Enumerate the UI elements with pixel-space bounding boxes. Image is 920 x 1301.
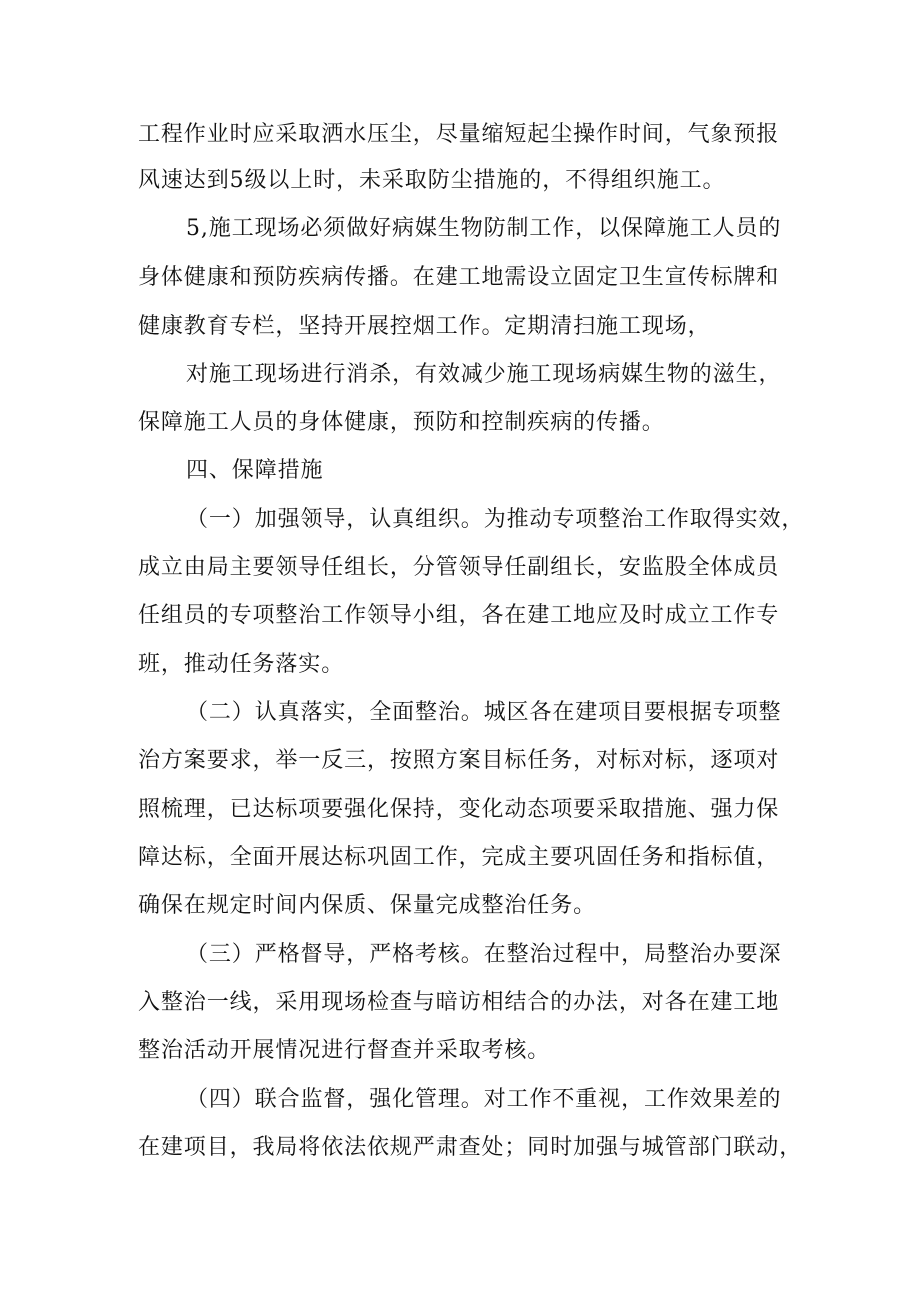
text-line: （四）联合监督，强化管理。对工作不重视，工作效果差的 <box>186 1087 782 1112</box>
text-line: （一）加强领导，认真组织。为推动专项整治工作取得实效， <box>186 507 805 532</box>
text-line: 5,施工现场必须做好病媒生物防制工作，以保障施工人员的 <box>186 216 782 241</box>
text-line: 成立由局主要领导任组长，分管领导任副组长，安监股全体成员 <box>138 555 780 580</box>
text-line: 班，推动任务落实。 <box>138 652 345 677</box>
text-line: 对施工现场进行消杀，有效减少施工现场病媒生物的滋生， <box>186 362 782 387</box>
text-line: 治方案要求，举一反三，按照方案目标任务，对标对标，逐项对 <box>138 748 780 773</box>
section-heading: 四、保障措施 <box>186 458 324 483</box>
text-line: 在建项目，我局将依法依规严肃查处；同时加强与城管部门联动， <box>138 1135 803 1160</box>
text-line: 照梳理，已达标项要强化保持，变化动态项要采取措施、强力保 <box>138 797 780 822</box>
text-line: 保障施工人员的身体健康，预防和控制疾病的传播。 <box>138 410 665 435</box>
text-line: 工程作业时应采取洒水压尘，尽量缩短起尘操作时间，气象预报 <box>138 122 780 147</box>
text-line: 风速达到5级以上时，未采取防尘措施的，不得组织施工。 <box>138 168 726 193</box>
text-line: 确保在规定时间内保质、保量完成整治任务。 <box>138 893 597 918</box>
text-line: 健康教育专栏，坚持开展控烟工作。定期清扫施工现场， <box>138 314 711 339</box>
text-line: （二）认真落实，全面整治。城区各在建项目要根据专项整 <box>186 700 782 725</box>
text-line: 障达标，全面开展达标巩固工作，完成主要巩固任务和指标值， <box>138 845 780 870</box>
text-line: （三）严格督导，严格考核。在整治过程中，局整治办要深 <box>186 942 782 967</box>
text-line: 任组员的专项整治工作领导小组，各在建工地应及时成立工作专 <box>138 603 780 628</box>
text-line: 整治活动开展情况进行督查并采取考核。 <box>138 1038 551 1063</box>
text-line: 入整治一线，采用现场检查与暗访相结合的办法，对各在建工地 <box>138 990 780 1015</box>
text-line: 身体健康和预防疾病传播。在建工地需设立固定卫生宣传标牌和 <box>138 265 780 290</box>
